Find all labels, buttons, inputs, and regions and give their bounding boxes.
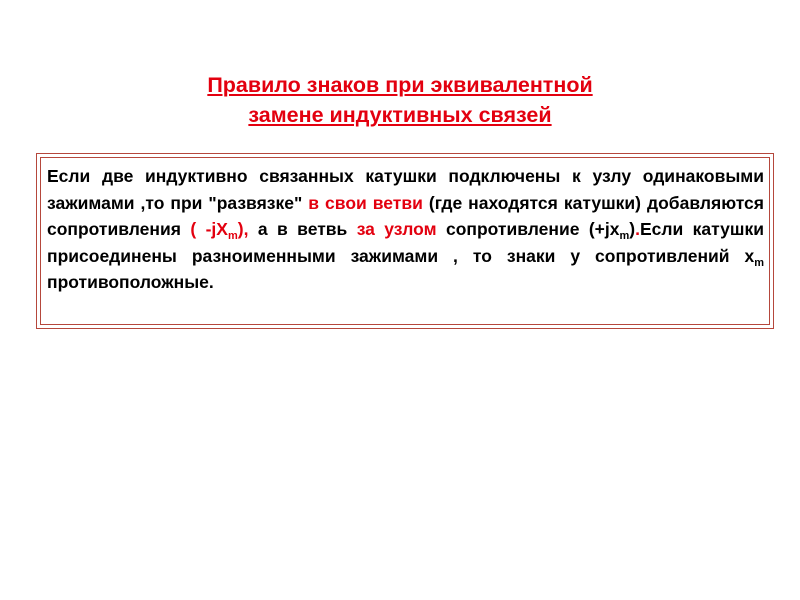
highlight-minus-jxm-close: ), <box>237 219 249 239</box>
highlight-period: . <box>635 219 640 239</box>
subscript-m: m <box>619 230 630 242</box>
slide-title-line-2: замене индуктивных связей <box>248 103 552 127</box>
rule-text-part: противоположные. <box>47 272 214 292</box>
rule-text-part: а в ветвь <box>248 219 357 239</box>
highlight-own-branches: в свои ветви <box>308 192 423 213</box>
rule-text <box>47 163 764 296</box>
highlight-minus-jxm <box>190 219 249 242</box>
rule-text-part: сопротивление (+jx <box>436 219 620 239</box>
subscript-m: m <box>227 230 238 242</box>
subscript-m: m <box>754 256 764 269</box>
highlight-minus-jxm-text: ( -jX <box>190 219 228 239</box>
rule-text-part: Если две индуктивно связанных катушки подключены к узлу одинаковыми зажимами ,то при "развязке" <box>47 166 764 213</box>
rule-text-part: (где находятся катушки) добавляются сопротивления <box>47 192 764 239</box>
slide-title <box>0 70 800 130</box>
rule-text-part: Если катушки присоединены разноименными зажимами , то знаки у сопротивлений x <box>47 219 765 266</box>
rule-box <box>36 153 774 329</box>
rule-box-inner-frame <box>40 157 770 325</box>
highlight-beyond-node: за узлом <box>356 219 437 239</box>
slide-title-line-1: Правило знаков при эквивалентной <box>207 73 593 97</box>
rule-text-part: ) <box>629 219 636 239</box>
